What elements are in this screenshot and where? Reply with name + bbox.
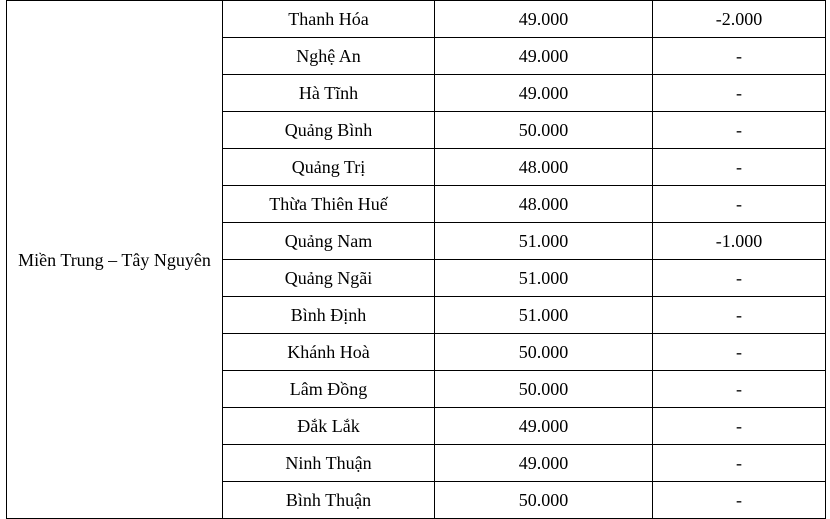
change-cell: -	[653, 186, 826, 223]
change-cell: -	[653, 38, 826, 75]
price-cell: 49.000	[435, 75, 653, 112]
change-cell: -	[653, 149, 826, 186]
price-cell: 49.000	[435, 1, 653, 38]
change-cell: -	[653, 75, 826, 112]
province-cell: Nghệ An	[223, 38, 435, 75]
change-cell: -	[653, 371, 826, 408]
price-cell: 48.000	[435, 186, 653, 223]
province-cell: Thanh Hóa	[223, 1, 435, 38]
change-cell: -	[653, 112, 826, 149]
price-cell: 49.000	[435, 408, 653, 445]
price-cell: 50.000	[435, 482, 653, 519]
province-cell: Khánh Hoà	[223, 334, 435, 371]
change-cell: -	[653, 445, 826, 482]
price-cell: 49.000	[435, 38, 653, 75]
province-cell: Lâm Đồng	[223, 371, 435, 408]
province-cell: Bình Định	[223, 297, 435, 334]
province-cell: Bình Thuận	[223, 482, 435, 519]
price-cell: 51.000	[435, 260, 653, 297]
change-cell: -	[653, 334, 826, 371]
table-row	[7, 1, 826, 38]
province-cell: Quảng Trị	[223, 149, 435, 186]
price-cell: 51.000	[435, 223, 653, 260]
change-cell: -	[653, 482, 826, 519]
change-cell: -1.000	[653, 223, 826, 260]
price-cell: 49.000	[435, 445, 653, 482]
change-cell: -2.000	[653, 1, 826, 38]
price-table	[6, 0, 826, 519]
change-cell: -	[653, 260, 826, 297]
price-table-body	[7, 1, 826, 519]
province-cell: Hà Tĩnh	[223, 75, 435, 112]
province-cell: Quảng Nam	[223, 223, 435, 260]
region-cell: Miền Trung – Tây Nguyên	[7, 1, 223, 519]
price-cell: 51.000	[435, 297, 653, 334]
price-cell: 48.000	[435, 149, 653, 186]
province-cell: Thừa Thiên Huế	[223, 186, 435, 223]
province-cell: Ninh Thuận	[223, 445, 435, 482]
price-cell: 50.000	[435, 112, 653, 149]
province-cell: Quảng Bình	[223, 112, 435, 149]
change-cell: -	[653, 408, 826, 445]
province-cell: Quảng Ngãi	[223, 260, 435, 297]
province-cell: Đắk Lắk	[223, 408, 435, 445]
change-cell: -	[653, 297, 826, 334]
price-cell: 50.000	[435, 371, 653, 408]
price-cell: 50.000	[435, 334, 653, 371]
